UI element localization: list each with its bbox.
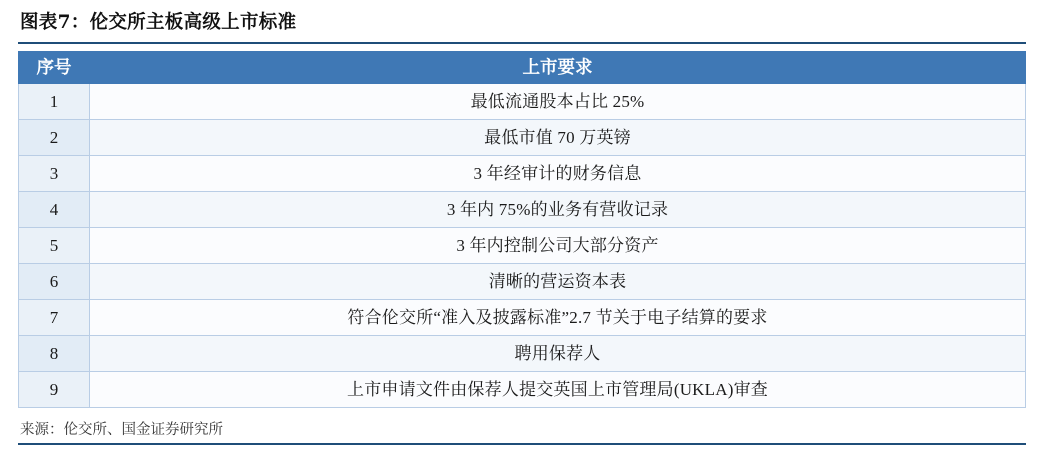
table-row: [19, 84, 1026, 120]
row-requirement: 上市申请文件由保荐人提交英国上市管理局(UKLA)审查: [90, 372, 1026, 408]
row-requirement: 3 年内控制公司大部分资产: [90, 228, 1026, 264]
table-header: [19, 52, 1026, 84]
table-body: [19, 84, 1026, 408]
row-no: 1: [19, 84, 90, 120]
row-requirement: 3 年经审计的财务信息: [90, 156, 1026, 192]
table-header-row: [19, 52, 1026, 84]
table-row: [19, 192, 1026, 228]
row-requirement: 最低流通股本占比 25%: [90, 84, 1026, 120]
row-no: 9: [19, 372, 90, 408]
row-requirement: 聘用保荐人: [90, 336, 1026, 372]
table-row: [19, 336, 1026, 372]
table-row: [19, 120, 1026, 156]
table-row: [19, 372, 1026, 408]
row-no: 7: [19, 300, 90, 336]
table-row: [19, 264, 1026, 300]
row-no: 5: [19, 228, 90, 264]
exhibit-title-row: [18, 0, 1026, 44]
row-no: 3: [19, 156, 90, 192]
listing-standards-table: [18, 51, 1026, 408]
row-requirement: 3 年内 75%的业务有营收记录: [90, 192, 1026, 228]
bottom-divider: [18, 443, 1026, 445]
table-row: [19, 156, 1026, 192]
source-note: 来源：伦交所、国金证券研究所: [20, 422, 223, 438]
column-header-no: 序号: [19, 52, 90, 84]
row-no: 4: [19, 192, 90, 228]
column-header-requirement: 上市要求: [90, 52, 1026, 84]
row-no: 6: [19, 264, 90, 300]
page-title: 图表7：伦交所主板高级上市标准: [20, 12, 297, 33]
table-row: [19, 300, 1026, 336]
row-no: 8: [19, 336, 90, 372]
row-requirement: 清晰的营运资本表: [90, 264, 1026, 300]
table-row: [19, 228, 1026, 264]
row-no: 2: [19, 120, 90, 156]
row-requirement: 符合伦交所“准入及披露标准”2.7 节关于电子结算的要求: [90, 300, 1026, 336]
row-requirement: 最低市值 70 万英镑: [90, 120, 1026, 156]
